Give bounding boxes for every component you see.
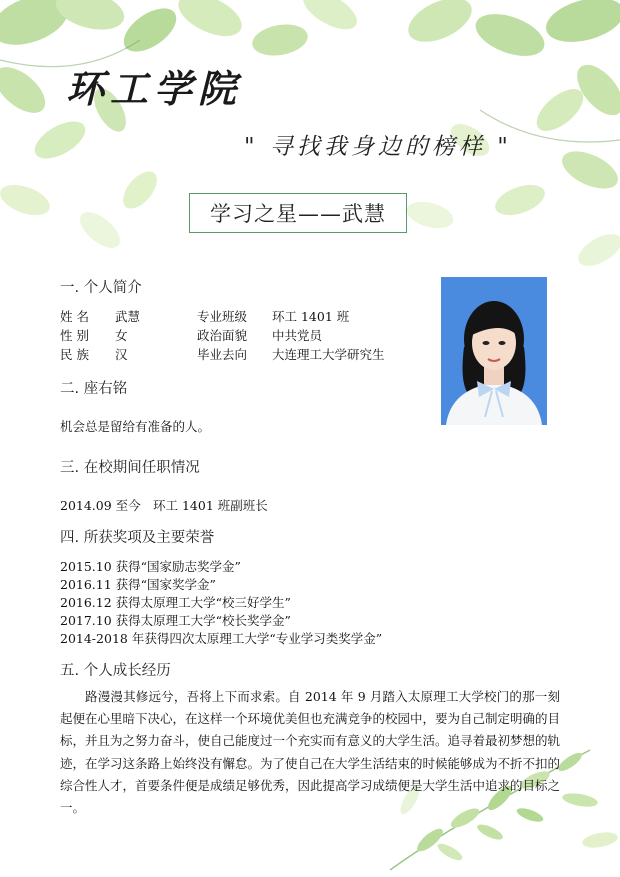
portrait-illustration xyxy=(441,277,547,425)
section-heading-motto: 二. 座右铭 xyxy=(60,381,128,397)
award-item: 2016.12 获得太原理工大学“校三好学生” xyxy=(60,595,291,610)
slogan: " 寻找我身边的榜样 " xyxy=(244,134,512,160)
class-value: 环工 1401 班 xyxy=(272,309,350,324)
destination-value: 大连理工大学研究生 xyxy=(272,347,385,362)
name-value: 武慧 xyxy=(115,309,141,324)
section-heading-awards: 四. 所获奖项及主要荣誉 xyxy=(60,530,215,546)
award-item: 2017.10 获得太原理工大学“校长奖学金” xyxy=(60,613,291,628)
politics-label: 政治面貌 xyxy=(197,328,248,343)
growth-paragraph: 路漫漫其修远兮，吾将上下而求索。自 2014 年 9 月踏入太原理工大学校门的那一刻起便在心里暗下决心，在这样一个环境优美但也充满竞争的校园中，要为自己制定明确的目标，并且为之努力奋斗，使自己能度过一个充实而有意义的大学生活。追寻着最初梦想的轨迹，在学习这条路上始终没有懈怠。为了使自己在大学生活结束的时候能够成为不折不扣的综合性人才，首要条件便是成绩足够优秀，因此提高学习成绩便是大学生活中追求的目标之一。 xyxy=(60,689,561,816)
gender-label: 性 别 xyxy=(60,328,89,343)
position-period: 2014.09 至今 xyxy=(60,498,141,513)
politics-value: 中共党员 xyxy=(272,328,323,343)
section-heading-growth: 五. 个人成长经历 xyxy=(60,663,171,679)
star-title-box xyxy=(189,193,407,233)
ethnicity-value: 汉 xyxy=(115,347,128,362)
award-item: 2014-2018 年获得四次太原理工大学“专业学习类奖学金” xyxy=(60,631,383,646)
school-title: 环工学院 xyxy=(66,66,243,111)
destination-label: 毕业去向 xyxy=(197,347,248,362)
star-title: 学习之星——武慧 xyxy=(210,202,386,226)
section-heading-profile: 一. 个人简介 xyxy=(60,280,142,296)
gender-value: 女 xyxy=(115,328,128,343)
class-label: 专业班级 xyxy=(197,309,248,324)
motto-text: 机会总是留给有准备的人。 xyxy=(60,419,211,434)
portrait-photo xyxy=(441,277,547,425)
ethnicity-label: 民 族 xyxy=(60,347,89,362)
section-heading-positions: 三. 在校期间任职情况 xyxy=(60,460,200,476)
award-item: 2016.11 获得“国家奖学金” xyxy=(60,577,216,592)
name-label: 姓 名 xyxy=(60,309,89,324)
position-role: 环工 1401 班副班长 xyxy=(153,498,268,513)
award-item: 2015.10 获得“国家励志奖学金” xyxy=(60,559,241,574)
